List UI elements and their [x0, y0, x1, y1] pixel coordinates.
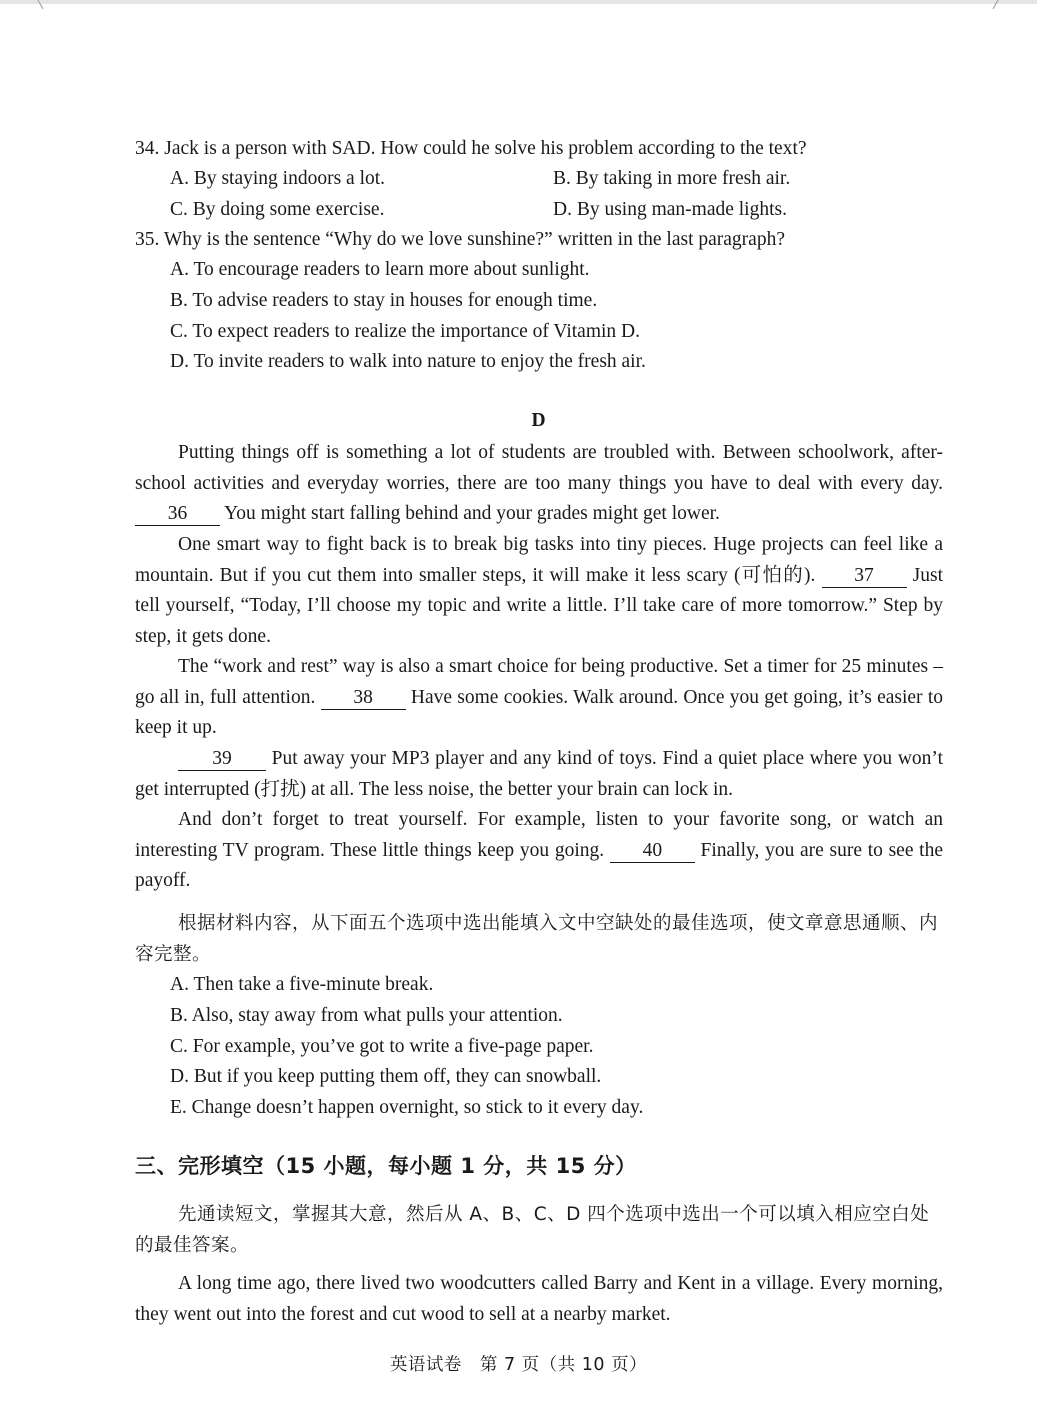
- paragraph-text: You might start falling behind and your grades might get lower.: [220, 503, 720, 525]
- section-3-title: 三、完形填空（15 小题，每小题 1 分，共 15 分）: [135, 1154, 637, 1178]
- section-d-option-e: E. Change doesn’t happen overnight, so stick to it every day.: [170, 1097, 644, 1118]
- page-footer: 英语试卷 第 7 页（共 10 页）: [389, 1355, 648, 1375]
- blank-37: 37: [822, 565, 907, 588]
- paragraph-text: And don’t forget to treat yourself. For example, listen to your favorite song, or watch an interesting TV program. These little things keep you going.: [135, 809, 943, 861]
- section-d-option-a: A. Then take a five-minute break.: [170, 974, 434, 995]
- question-34-option-d: D. By using man-made lights.: [553, 199, 787, 220]
- question-35-option-b: B. To advise readers to stay in houses for enough time.: [170, 290, 598, 311]
- paragraph-text: One smart way to fight back is to break big tasks into tiny pieces. Huge projects can feel like a mountain. But if you cut them into smaller steps, it will make it less scary (可怕的).: [135, 534, 943, 586]
- scan-top-edge: [0, 0, 1037, 4]
- section-3-instruction: 先通读短文，掌握其大意，然后从 A、B、C、D 四个选项中选出一个可以填入相应空白处的最佳答案。: [135, 1204, 930, 1256]
- paragraph-text: Putting things off is something a lot of students are troubled with. Between schoolwork, after-school activities and everyday worries, there are too many things you have to deal with every day.: [135, 442, 943, 494]
- paragraph-text: Finally, you are sure to see the payoff.: [135, 839, 943, 892]
- blank-38: 38: [321, 687, 406, 710]
- question-34-stem: 34. Jack is a person with SAD. How could he solve his problem according to the text?: [135, 138, 807, 159]
- passage-paragraph-1: [135, 438, 943, 530]
- scan-corner-mark: [36, 0, 50, 10]
- blank-40: 40: [610, 840, 695, 863]
- scan-corner-mark: [986, 0, 1000, 10]
- section-d-heading: D: [531, 410, 546, 431]
- section-d-option-d: D. But if you keep putting them off, they can snowball.: [170, 1066, 602, 1087]
- section-d-option-c: C. For example, you’ve got to write a five-page paper.: [170, 1036, 594, 1057]
- passage-paragraph-2: [135, 530, 943, 652]
- blank-36: 36: [135, 503, 220, 526]
- question-35-option-c: C. To expect readers to realize the importance of Vitamin D.: [170, 321, 640, 342]
- cloze-passage: A long time ago, there lived two woodcutters called Barry and Kent in a village. Every morning, they went out into the forest and cut wood to sell at a nearby market.: [135, 1273, 943, 1325]
- question-35-stem: 35. Why is the sentence “Why do we love sunshine?” written in the last paragraph?: [135, 229, 785, 250]
- section-d-option-b: B. Also, stay away from what pulls your attention.: [170, 1005, 563, 1026]
- passage-paragraph-3: [135, 652, 943, 744]
- question-35-option-d: D. To invite readers to walk into nature to enjoy the fresh air.: [170, 351, 646, 372]
- question-35-option-a: A. To encourage readers to learn more about sunlight.: [170, 259, 590, 280]
- passage-paragraph-4: [135, 744, 943, 805]
- paragraph-text: The “work and rest” way is also a smart choice for being productive. Set a timer for 25 minutes – go all in, full attention.: [135, 656, 943, 708]
- paragraph-text: Put away your MP3 player and any kind of toys. Find a quiet place where you won’t get interrupted (打扰) at all. The less noise, the better your brain can lock in.: [135, 748, 943, 800]
- question-34-option-a: A. By staying indoors a lot.: [170, 168, 386, 189]
- section-d-instruction: 根据材料内容，从下面五个选项中选出能填入文中空缺处的最佳选项，使文章意思通顺、内容完整。: [135, 913, 939, 965]
- blank-39: 39: [178, 748, 266, 771]
- question-34-option-b: B. By taking in more fresh air.: [553, 168, 791, 189]
- passage-paragraph-5: [135, 805, 943, 897]
- paragraph-text: Just tell yourself, “Today, I’ll choose my topic and write a little. I’ll take care of more tomorrow.” Step by step, it gets done.: [135, 564, 943, 647]
- paragraph-text: Have some cookies. Walk around. Once you get going, it’s easier to keep it up.: [135, 686, 943, 739]
- question-34-option-c: C. By doing some exercise.: [170, 199, 385, 220]
